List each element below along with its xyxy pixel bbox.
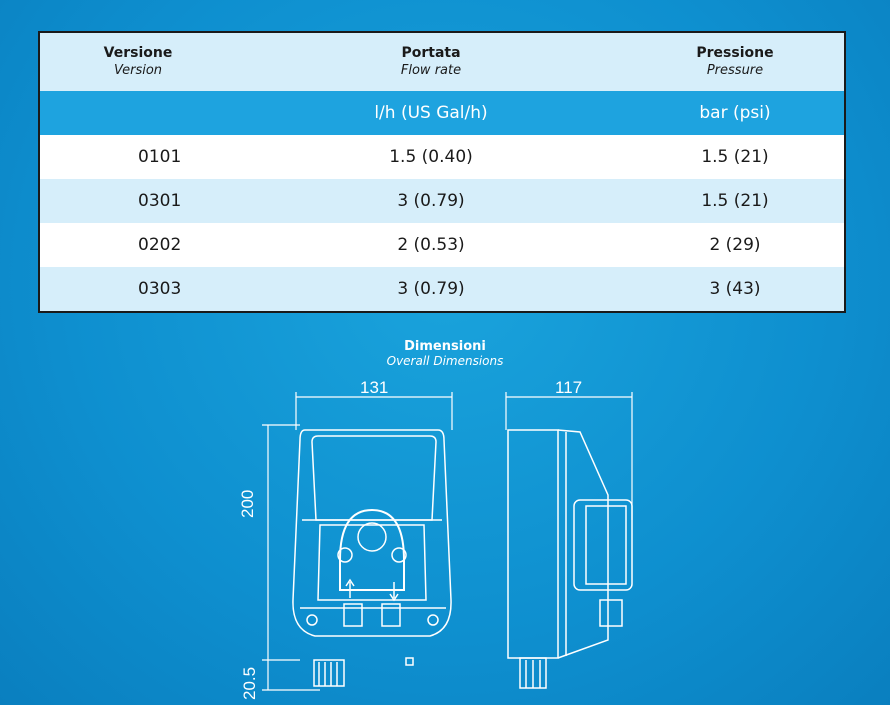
dimension-bottom: 20.5 (240, 666, 259, 700)
cell-version: 0101 (40, 135, 236, 179)
cell-pressure: 3 (43) (626, 267, 844, 311)
header-flow-rate: Portata Flow rate (236, 33, 626, 91)
dimension-depth-side: 117 (555, 378, 583, 397)
cell-pressure: 1.5 (21) (626, 135, 844, 179)
cell-flow-rate: 2 (0.53) (236, 223, 626, 267)
dimensions-title: Dimensioni (404, 339, 486, 354)
cell-flow-rate: 1.5 (0.40) (236, 135, 626, 179)
cell-version: 0202 (40, 223, 236, 267)
pump-front-view (293, 430, 451, 686)
unit-pressure: bar (psi) (626, 91, 844, 135)
cell-pressure: 2 (29) (626, 223, 844, 267)
dimension-height: 200 (238, 489, 257, 518)
header-version: Versione Version (40, 33, 236, 91)
cell-flow-rate: 3 (0.79) (236, 267, 626, 311)
header-pressure: Pressione Pressure (626, 33, 844, 91)
cell-pressure: 1.5 (21) (626, 179, 844, 223)
cell-version: 0301 (40, 179, 236, 223)
cell-version: 0303 (40, 267, 236, 311)
dimensions-subtitle: Overall Dimensions (386, 354, 504, 368)
cell-flow-rate: 3 (0.79) (236, 179, 626, 223)
unit-flow-rate: l/h (US Gal/h) (236, 91, 626, 135)
pump-side-view (508, 430, 632, 688)
dimension-width-front: 131 (360, 378, 389, 397)
